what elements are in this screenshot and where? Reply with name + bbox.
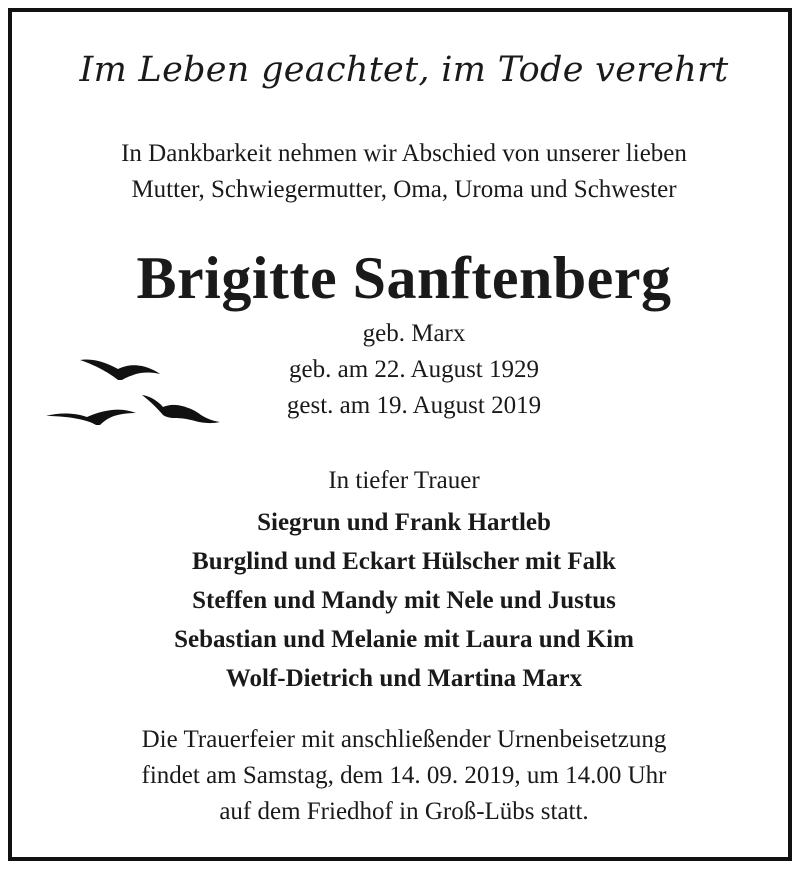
- mourner-line: Burglind und Eckart Hülscher mit Falk: [192, 548, 616, 575]
- mourner-line: Sebastian und Melanie mit Laura und Kim: [174, 626, 634, 653]
- mourner-line: Wolf-Dietrich und Martina Marx: [225, 665, 583, 692]
- mourner-line: Steffen und Mandy mit Nele und Justus: [192, 587, 616, 614]
- deceased-name: Brigitte Sanftenberg: [136, 245, 672, 311]
- death-date: gest. am 19. August 2019: [286, 392, 542, 419]
- intro-line: Mutter, Schwiegermutter, Oma, Uroma und Schwester: [131, 176, 677, 203]
- mourning-heading: In tiefer Trauer: [328, 467, 480, 494]
- obituary-notice: [8, 8, 792, 861]
- birth-name: geb. Marx: [362, 320, 466, 347]
- service-info-line: Die Trauerfeier mit anschließender Urnenbeisetzung: [141, 726, 667, 753]
- service-info-line: auf dem Friedhof in Groß-Lübs statt.: [219, 798, 589, 825]
- intro-line: In Dankbarkeit nehmen wir Abschied von unserer lieben: [121, 140, 687, 167]
- mourner-line: Siegrun und Frank Hartleb: [257, 509, 551, 536]
- service-info-line: findet am Samstag, dem 14. 09. 2019, um 14.00 Uhr: [141, 762, 667, 789]
- birth-date: geb. am 22. August 1929: [289, 356, 539, 383]
- motto: Im Leben geachtet, im Tode verehrt: [79, 50, 729, 90]
